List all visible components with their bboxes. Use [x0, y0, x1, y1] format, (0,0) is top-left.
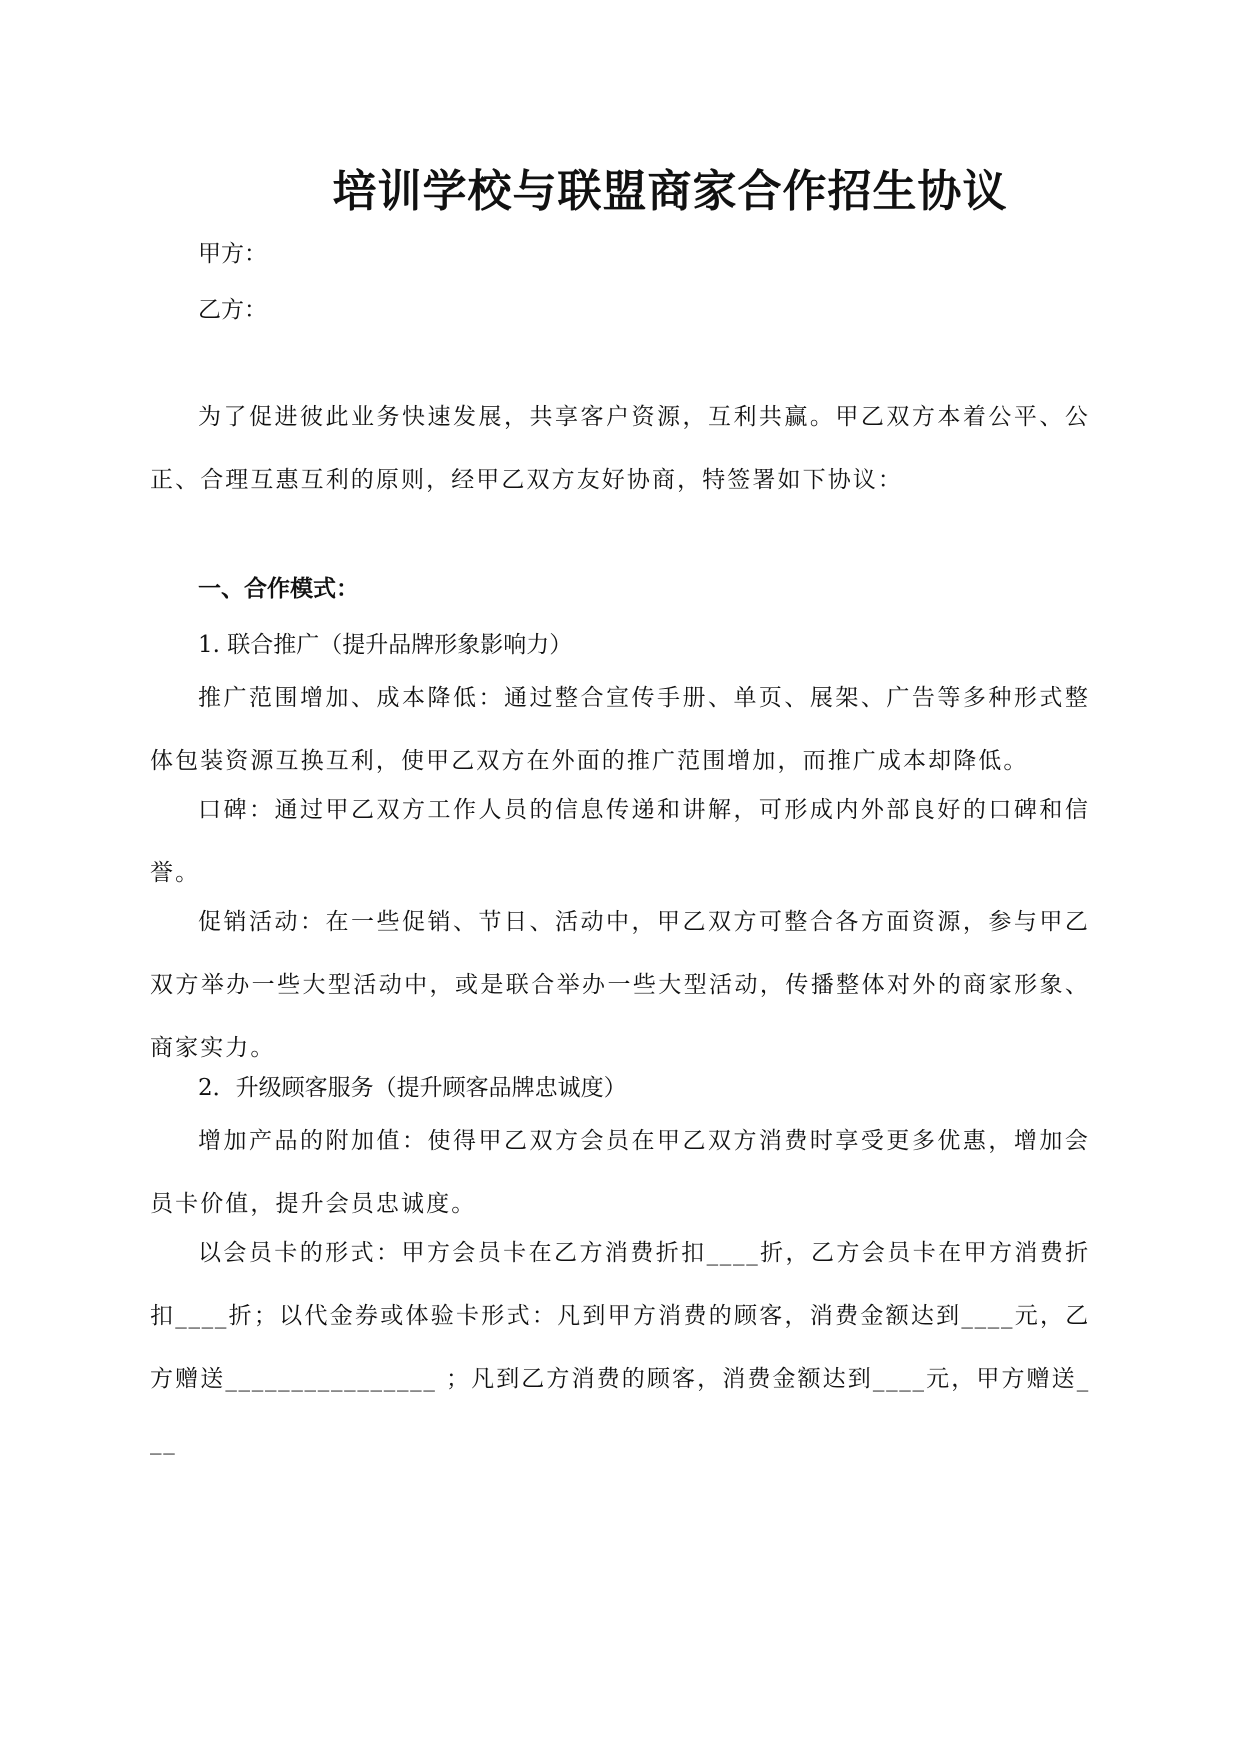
item-1-paragraph-promotion: 推广范围增加、成本降低：通过整合宣传手册、单页、展架、广告等多种形式整体包装资源互换互利，使甲乙双方在外面的推广范围增加，而推广成本却降低。 — [150, 685, 1090, 774]
party-a-label: 甲方： — [198, 241, 267, 267]
item-2-paragraph-membership: 以会员卡的形式：甲方会员卡在乙方消费折扣____折，乙方会员卡在甲方消费折扣____折；以代金券或体验卡形式：凡到甲方消费的顾客，消费金额达到____元，乙方赠送________________ ；凡到乙方消费的顾客，消费金额达到____元，甲方赠送___ — [150, 1240, 1090, 1455]
item-1-paragraph-reputation: 口碑：通过甲乙双方工作人员的信息传递和讲解，可形成内外部良好的口碑和信誉。 — [150, 797, 1090, 886]
document-title: 培训学校与联盟商家合作招生协议 — [332, 166, 1008, 217]
item-1-heading: 1. 联合推广（提升品牌形象影响力） — [198, 632, 573, 658]
item-2-heading: 2．升级顾客服务（提升顾客品牌忠诚度） — [198, 1075, 627, 1101]
item-2-paragraph-added-value: 增加产品的附加值：使得甲乙双方会员在甲乙双方消费时享受更多优惠，增加会员卡价值，提升会员忠诚度。 — [150, 1128, 1090, 1217]
section-heading-cooperation-mode: 一、合作模式： — [198, 576, 359, 602]
party-b-label: 乙方： — [198, 297, 267, 323]
intro-paragraph: 为了促进彼此业务快速发展，共享客户资源，互利共赢。甲乙双方本着公平、公正、合理互惠互利的原则，经甲乙双方友好协商，特签署如下协议： — [150, 404, 1090, 493]
item-1-paragraph-promotion-activities: 促销活动：在一些促销、节日、活动中，甲乙双方可整合各方面资源，参与甲乙双方举办一些大型活动中，或是联合举办一些大型活动，传播整体对外的商家形象、商家实力。 — [150, 909, 1090, 1061]
